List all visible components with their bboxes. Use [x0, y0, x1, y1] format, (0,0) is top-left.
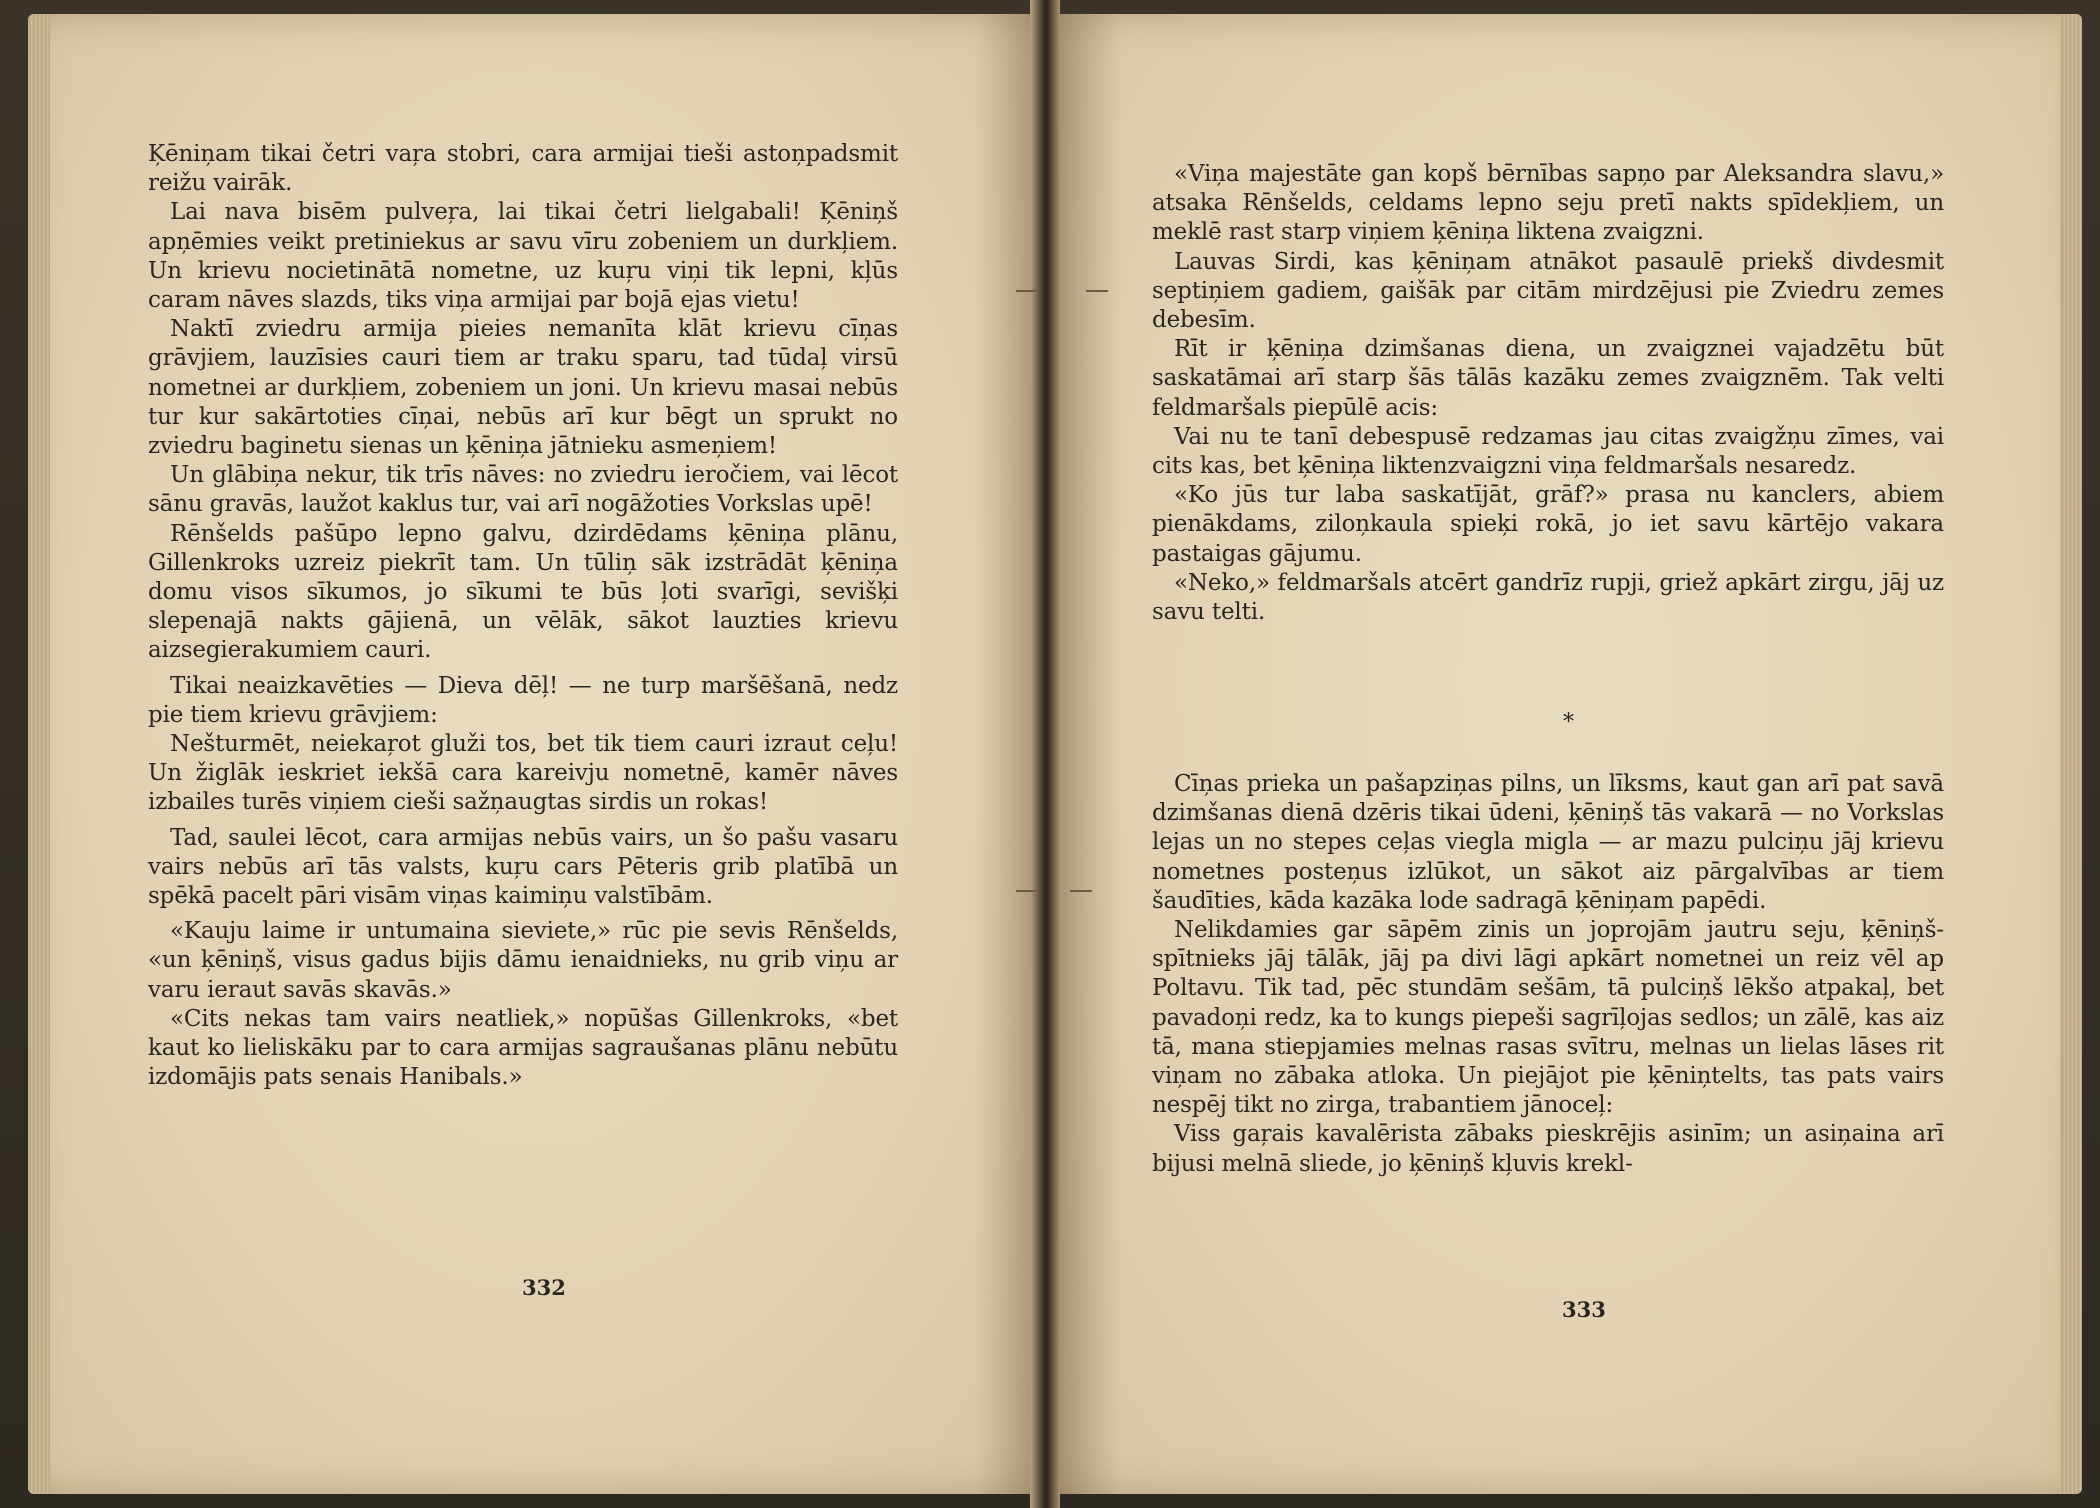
paragraph: Vai nu te tanī debespusē redzamas jau citas zvaigžņu zīmes, vai cits kas, bet ķēniņa liktenzvaigzni viņa feldmaršals nesaredz. — [1152, 423, 1944, 480]
paragraph: Lauvas Sirdi, kas ķēniņam atnākot pasaulē priekš divdesmit septiņiem gadiem, gaišāk par citām mirdzējusi pie Zviedru zemes debesīm. — [1152, 248, 1944, 334]
paragraph: Lai nava bisēm pulveŗa, lai tikai četri lielgabali! Ķēniņš apņēmies veikt pretiniekus ar savu vīru zobeniem un durkļiem. Un krievu nocietinātā nometne, uz kuŗu viņi tik lepni, kļūs caram nāves slazds, tiks viņa armijai par bojā ejas vietu! — [148, 199, 898, 314]
paragraph: Un glābiņa nekur, tik trīs nāves: no zviedru ieročiem, vai lēcot sānu gravās, laužot kaklus tur, vai arī nogāžoties Vorkslas upē! — [148, 462, 898, 518]
right-page-text-continued — [1152, 770, 1944, 1179]
paragraph: Ķēniņam tikai četri vaŗa stobri, cara armijai tieši astoņpadsmit reižu vairāk. — [148, 141, 898, 197]
paragraph: Tad, saulei lēcot, cara armijas nebūs vairs, un šo pašu vasaru vairs nebūs arī tās valsts, kuŗu cars Pēteris grib platībā un spēkā pacelt pāri visām viņas kaimiņu valstībām. — [148, 824, 898, 910]
paragraph: «Neko,» feldmaršals atcērt gandrīz rupji, griež apkārt zirgu, jāj uz savu telti. — [1152, 569, 1944, 626]
paragraph: Nešturmēt, neiekaŗot gluži tos, bet tik tiem cauri izraut ceļu! Un žiglāk ieskriet iekšā cara kareivju nometnē, kamēr nāves izbailes turēs viņiem cieši sažņaugtas sirdis un rokas! — [148, 731, 898, 816]
paragraph: «Cits nekas tam vairs neatliek,» nopūšas Gillenkroks, «bet kaut ko lieliskāku par to cara armijas sagraušanas plānu nebūtu izdomājis pats senais Hanibals.» — [148, 1005, 898, 1091]
paragraph: «Kauju laime ir untumaina sieviete,» rūc pie sevis Rēnšelds, «un ķēniņš, visus gadus bijis dāmu ienaidnieks, nu grib viņu ar varu ieraut savās skavās.» — [148, 918, 898, 1003]
right-page-text — [1152, 160, 1944, 627]
gutter-mark — [1016, 290, 1036, 292]
paragraph: Cīņas prieka un pašapziņas pilns, un līksms, kaut gan arī pat savā dzimšanas dienā dzēris tikai ūdeni, ķēniņš tās vakarā — no Vorkslas lejas un no stepes ceļas viegla migla — ar mazu pulciņu jāj krievu nometnes posteņus izlūkot, un sākot aiz pārgalvības ar tiem šaudīties, kāda kazāka lode sadragā ķēniņam papēdi. — [1152, 771, 1944, 914]
page-number-right: 333 — [1562, 1297, 1606, 1322]
paragraph: Nelikdamies gar sāpēm zinis un joprojām jautru seju, ķēniņš-spītnieks jāj tālāk, jāj pa divi lāgi apkārt nometnei un reiz vēl ap Poltavu. Tik tad, pēc stundām sešām, tā pulciņš lēkšo atpakaļ, bet pavadoņi redz, ka to kungs piepeši sagrīļojas sedlos; un zālē, kas aiz tā, mana stiepjamies melnas rasas svītru, melnas un lielas lāses rit viņam no zābaka atloka. Un piejājot pie ķēniņtelts, tas pats vairs nespēj tikt no zirga, trabantiem jānoceļ: — [1152, 917, 1944, 1119]
paragraph: Rīt ir ķēniņa dzimšanas diena, un zvaigznei vajadzētu būt saskatāmai arī starp šās tālās kazāku zemes zvaigznēm. Tak velti feldmaršals piepūlē acis: — [1152, 336, 1944, 421]
paragraph: Viss gaŗais kavalērista zābaks pieskrējis asinīm; un asiņaina arī bijusi melnā sliede, jo ķēniņš kļuvis krekl- — [1152, 1121, 1944, 1177]
gutter-mark — [1086, 290, 1108, 292]
book-gutter — [1030, 0, 1060, 1508]
section-separator: * — [1563, 710, 1574, 735]
paragraph: «Ko jūs tur laba saskatījāt, grāf?» prasa nu kanclers, abiem pienākdams, ziloņkaula spieķi rokā, jo iet savu kārtējo vakara pastaigas gājumu. — [1152, 482, 1944, 567]
left-page-text — [148, 140, 898, 1093]
paragraph: Naktī zviedru armija pieies nemanīta klāt krievu cīņas grāvjiem, lauzīsies cauri tiem ar traku sparu, tad tūdaļ virsū nometnei ar durkļiem, zobeniem un joni. Un krievu masai nebūs tur kur sakārtoties cīņai, nebūs arī kur bēgt un sprukt no zviedru baginetu sienas un ķēniņa jātnieku asmeņiem! — [148, 316, 898, 460]
gutter-mark — [1016, 890, 1036, 892]
paragraph: Tikai neaizkavēties — Dieva dēļ! — ne turp maršēšanā, nedz pie tiem krievu grāvjiem: — [148, 672, 898, 728]
page-number-left: 332 — [522, 1275, 566, 1300]
gutter-mark — [1070, 890, 1092, 892]
paragraph: «Viņa majestāte gan kopš bērnības sapņo par Aleksandra slavu,» atsaka Rēnšelds, celdams lepno seju pretī nakts spīdekļiem, un meklē rast starp viņiem ķēniņa liktena zvaigzni. — [1152, 161, 1944, 246]
paragraph: Rēnšelds pašūpo lepno galvu, dzirdēdams ķēniņa plānu, Gillenkroks uzreiz piekrīt tam. Un tūliņ sāk izstrādāt ķēniņa domu visos sīkumos, jo sīkumi te būs ļoti svarīgi, sevišķi slepenajā nakts gājienā, un vēlāk, sākot lauzties krievu aizsegierakumiem cauri. — [148, 520, 898, 664]
